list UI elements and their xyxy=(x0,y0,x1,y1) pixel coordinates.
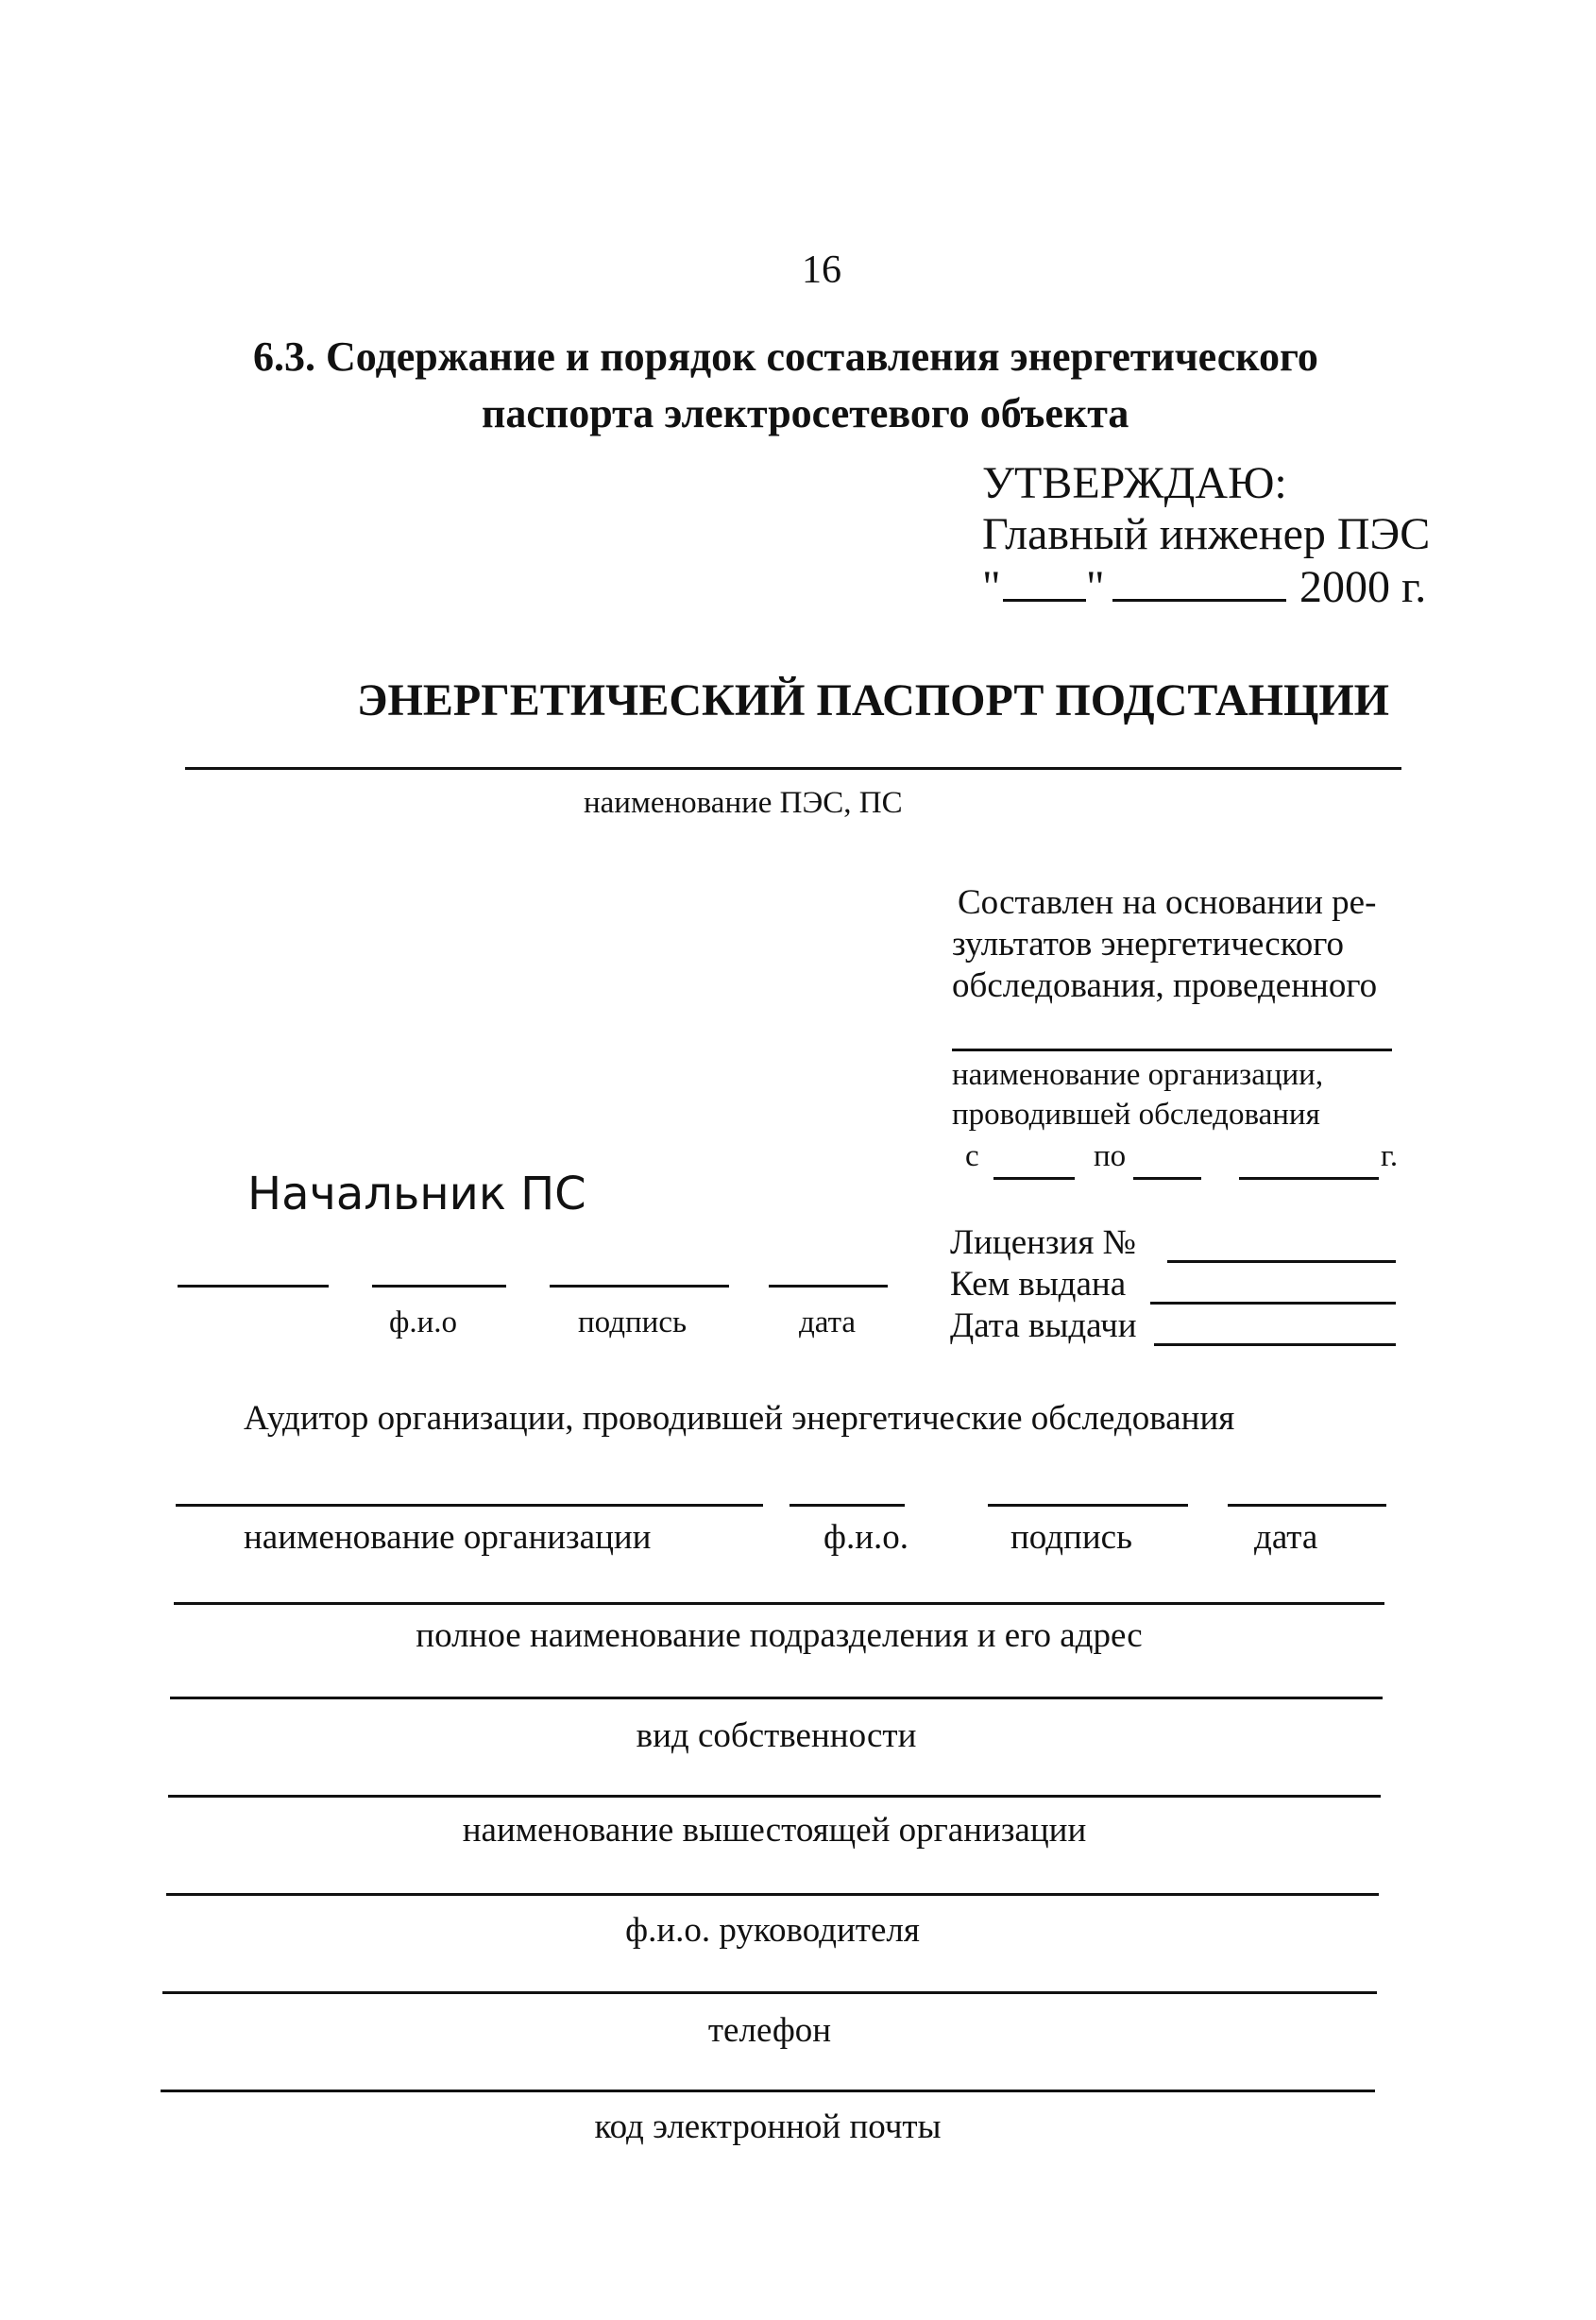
license-issuer-label: Кем выдана xyxy=(950,1265,1127,1304)
license-date-line xyxy=(1154,1343,1396,1346)
approve-label: УТВЕРЖДАЮ: xyxy=(982,458,1287,508)
director-name-line xyxy=(166,1893,1379,1896)
auditor-org-caption: наименование организации xyxy=(244,1518,652,1557)
period-from-label: с xyxy=(965,1139,979,1173)
document-title: ЭНЕРГЕТИЧЕСКИЙ ПАСПОРТ ПОДСТАНЦИИ xyxy=(357,675,1389,725)
license-number-label: Лицензия № xyxy=(950,1223,1136,1262)
auditor-signature-caption: подпись xyxy=(1010,1518,1132,1557)
auditor-signature-line xyxy=(988,1504,1188,1507)
subdivision-address-line xyxy=(174,1602,1384,1605)
approval-close-quote: " xyxy=(1086,562,1105,612)
chief-label: Начальник ПС xyxy=(247,1168,586,1220)
pes-name-caption: наименование ПЭС, ПС xyxy=(584,786,903,820)
auditor-date-caption: дата xyxy=(1254,1518,1318,1557)
period-year-line xyxy=(1239,1177,1379,1180)
org-caption-line2: проводившей обследования xyxy=(952,1098,1320,1132)
approver-position: Главный инженер ПЭС xyxy=(982,509,1431,559)
period-from-line xyxy=(993,1177,1075,1180)
chief-date-caption: дата xyxy=(799,1305,857,1339)
chief-fio-caption: ф.и.о xyxy=(389,1305,458,1339)
chief-date-line xyxy=(769,1285,888,1288)
pes-name-line xyxy=(185,767,1401,770)
org-caption-line1: наименование организации, xyxy=(952,1058,1324,1092)
auditor-date-line xyxy=(1228,1504,1386,1507)
chief-blank-line xyxy=(178,1285,329,1288)
director-name-caption: ф.и.о. руководителя xyxy=(625,1911,920,1950)
auditor-fio-caption: ф.и.о. xyxy=(823,1518,909,1557)
subdivision-address-caption: полное наименование подразделения и его адрес xyxy=(416,1616,1143,1655)
email-line xyxy=(161,2090,1375,2092)
license-issuer-line xyxy=(1150,1302,1396,1305)
parent-org-caption: наименование вышестоящей организации xyxy=(462,1811,1087,1850)
page-number: 16 xyxy=(802,248,841,292)
basis-line3: обследования, проведенного xyxy=(952,966,1378,1005)
period-year-suffix: г. xyxy=(1381,1139,1399,1173)
section-title-line1: 6.3. Содержание и порядок составления энергетического xyxy=(253,333,1318,380)
approval-day-line xyxy=(1003,599,1086,602)
section-title-line2: паспорта электросетевого объекта xyxy=(482,390,1129,436)
period-to-line xyxy=(1133,1177,1201,1180)
parent-org-line xyxy=(168,1795,1381,1798)
phone-caption: телефон xyxy=(707,2011,832,2050)
chief-fio-line xyxy=(372,1285,506,1288)
license-date-label: Дата выдачи xyxy=(950,1306,1137,1345)
license-number-line xyxy=(1167,1260,1396,1263)
auditor-heading: Аудитор организации, проводившей энергетические обследования xyxy=(244,1399,1235,1438)
chief-signature-caption: подпись xyxy=(578,1305,688,1339)
basis-line2: зультатов энергетического xyxy=(952,925,1345,964)
basis-line1: Составлен на основании ре- xyxy=(958,883,1377,922)
phone-line xyxy=(162,1991,1377,1994)
auditor-fio-line xyxy=(790,1504,905,1507)
approval-open-quote: " xyxy=(982,562,1001,612)
chief-signature-line xyxy=(550,1285,729,1288)
period-to-label: по xyxy=(1094,1139,1127,1173)
org-name-line xyxy=(952,1049,1392,1051)
approval-year: 2000 г. xyxy=(1299,562,1427,612)
auditor-org-line xyxy=(176,1504,763,1507)
email-caption: код электронной почты xyxy=(594,2107,942,2146)
approval-month-line xyxy=(1112,599,1286,602)
ownership-caption: вид собственности xyxy=(636,1716,917,1755)
ownership-line xyxy=(170,1697,1383,1699)
